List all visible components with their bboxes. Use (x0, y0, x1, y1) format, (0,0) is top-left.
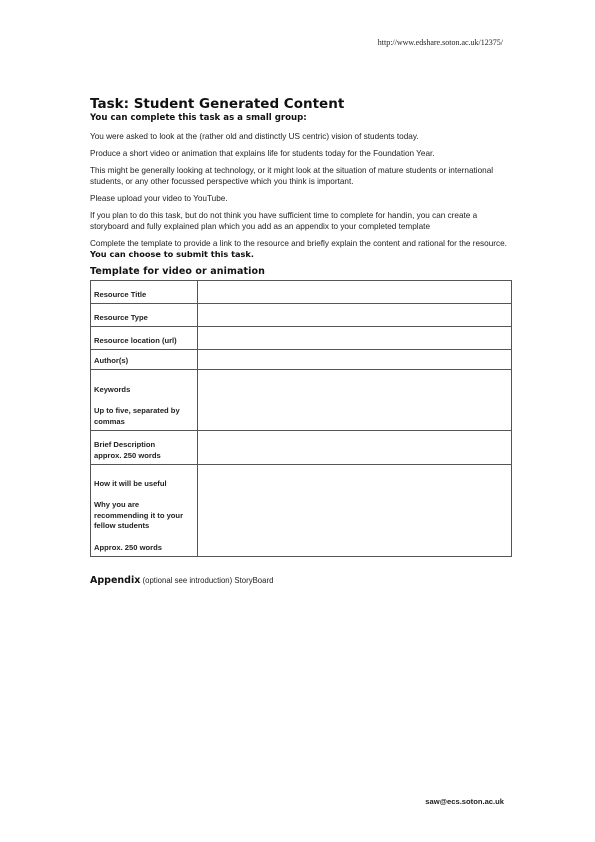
document-body (90, 96, 512, 586)
brief-description-field[interactable] (198, 431, 512, 465)
submit-task-note: You can choose to submit this task. (90, 249, 254, 259)
row-label-resource-title: Resource Title (91, 281, 198, 304)
row-label-brief-description (91, 431, 198, 465)
paragraph-upload: Please upload your video to YouTube. (90, 194, 228, 203)
resource-location-field[interactable] (198, 327, 512, 350)
table-row (91, 327, 512, 350)
header-url: http://www.edshare.soton.ac.uk/12375/ (377, 38, 503, 47)
footer-email: saw@ecs.soton.ac.uk (425, 797, 504, 806)
document-subtitle: You can complete this task as a small group: (90, 113, 307, 123)
template-table (90, 280, 512, 557)
document-title: Task: Student Generated Content (90, 96, 345, 112)
table-row (91, 431, 512, 465)
table-row (91, 350, 512, 370)
appendix-title: Appendix (90, 575, 141, 586)
complete-template-text: Complete the template to provide a link to the resource and briefly explain the content and rational for the resource. (90, 239, 507, 248)
usefulness-field[interactable] (198, 465, 512, 557)
brief-description-note: approx. 250 words (94, 450, 161, 460)
authors-field[interactable] (198, 350, 512, 370)
appendix-line (90, 575, 512, 586)
brief-description-label: Brief Description (94, 440, 156, 449)
resource-type-field[interactable] (198, 304, 512, 327)
table-row (91, 304, 512, 327)
paragraph-produce-video: Produce a short video or animation that explains life for students today for the Foundation Year. (90, 149, 435, 158)
paragraph-complete-template (90, 238, 512, 260)
keywords-note: Up to five, separated by commas (94, 406, 180, 426)
keywords-label: Keywords (94, 384, 131, 394)
approx-words-label: Approx. 250 words (94, 542, 162, 552)
row-label-resource-type: Resource Type (91, 304, 198, 327)
template-heading: Template for video or animation (90, 266, 265, 277)
row-label-authors: Author(s) (91, 350, 198, 370)
table-row (91, 370, 512, 431)
table-row (91, 465, 512, 557)
keywords-field[interactable] (198, 370, 512, 431)
how-useful-label: How it will be useful (94, 478, 167, 488)
why-recommending-label: Why you are recommending it to your fellow students (94, 500, 184, 530)
row-label-usefulness (91, 465, 198, 557)
paragraph-storyboard-option: If you plan to do this task, but do not think you have sufficient time to complete for handin, you can create a storyboard and fully explained plan which you add as an appendix to your completed template (90, 211, 478, 231)
table-row (91, 281, 512, 304)
appendix-note: (optional see introduction) StoryBoard (142, 576, 274, 585)
row-label-keywords (91, 370, 198, 431)
row-label-resource-location: Resource location (url) (91, 327, 198, 350)
paragraph-vision: You were asked to look at the (rather old and distinctly US centric) vision of students today. (90, 132, 419, 141)
paragraph-perspective: This might be generally looking at technology, or it might look at the situation of mature students or international students, or any other focussed perspective which you think is important. (90, 166, 494, 186)
resource-title-field[interactable] (198, 281, 512, 304)
